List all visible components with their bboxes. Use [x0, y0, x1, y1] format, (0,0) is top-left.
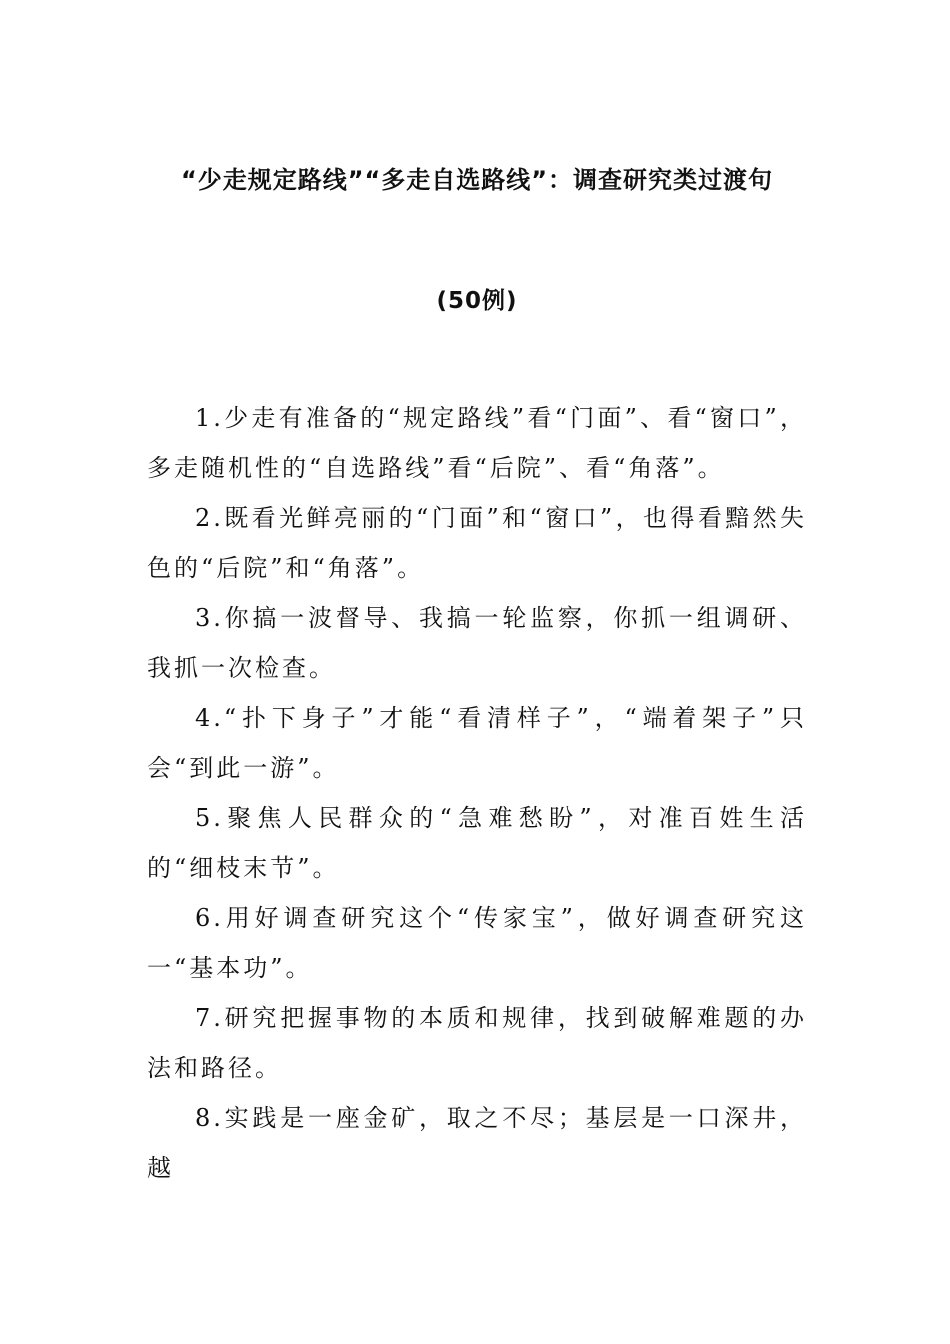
document-body	[147, 393, 807, 1193]
paragraph-4: 4.“扑下身子”才能“看清样子”，“端着架子”只会“到此一游”。	[147, 704, 807, 782]
paragraph-3: 3.你搞一波督导、我搞一轮监察，你抓一组调研、我抓一次检查。	[147, 604, 807, 682]
paragraph-8: 8.实践是一座金矿，取之不尽；基层是一口深井，越	[147, 1104, 807, 1182]
paragraph-2: 2.既看光鲜亮丽的“门面”和“窗口”，也得看黯然失色的“后院”和“角落”。	[147, 504, 807, 582]
paragraph-7: 7.研究把握事物的本质和规律，找到破解难题的办法和路径。	[147, 1004, 807, 1082]
document-title: “少走规定路线”“多走自选路线”：调查研究类过渡句	[180, 166, 774, 194]
paragraph-5: 5.聚焦人民群众的“急难愁盼”，对准百姓生活的“细枝末节”。	[147, 804, 807, 882]
paragraph-1: 1.少走有准备的“规定路线”看“门面”、看“窗口”，多走随机性的“自选路线”看“后院”、看“角落”。	[147, 404, 807, 482]
paragraph-6: 6.用好调查研究这个“传家宝”，做好调查研究这一“基本功”。	[147, 904, 807, 982]
document-subtitle: (50例)	[436, 288, 518, 314]
